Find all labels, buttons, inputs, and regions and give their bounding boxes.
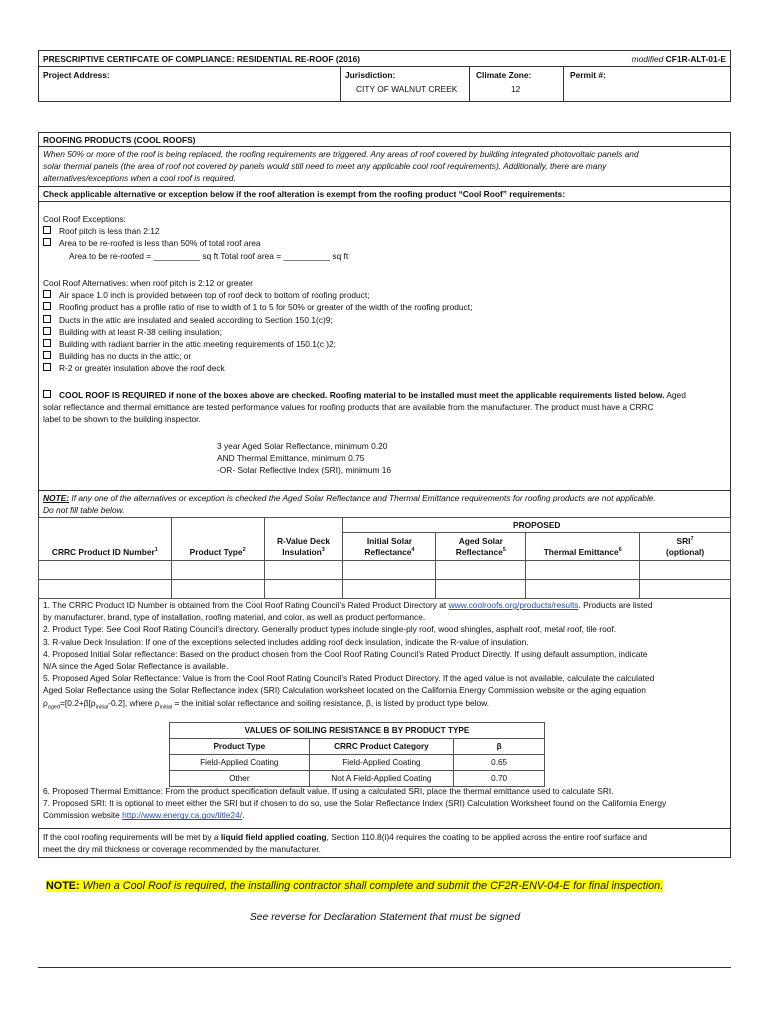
alternative-label: Building with radiant barrier in the attic meeting requirements of 150.1(c )2; [59, 338, 336, 349]
note-text: If any one of the alternatives or exception is checked the Aged Solar Reflectance and Thermal Emittance requirements for roofing products are not applicable. [69, 493, 656, 503]
table-row [39, 580, 731, 599]
table-cell: Field-Applied Coating [309, 755, 454, 771]
min-values-divider [38, 490, 731, 491]
cool-roof-required-rest: Aged [664, 390, 686, 400]
header-r-value: R-Value Deck Insulation$^3$ [264, 533, 343, 561]
form-code-value: CF1R-ALT-01-E [665, 54, 726, 64]
exception-item[interactable] [43, 225, 723, 237]
header-sri: SRI$^7$ (optional) [640, 533, 731, 561]
note-label: NOTE: [43, 493, 70, 503]
alternative-item[interactable] [43, 301, 723, 313]
table-cell-input[interactable] [526, 561, 640, 580]
header-initial-reflectance: Initial Solar Reflectance$^4$ [343, 533, 436, 561]
coolroofs-link[interactable]: www.coolroofs.org/products/results [448, 600, 579, 610]
intro-line-3: alternatives/exceptions when a cool roof is required. [43, 173, 236, 184]
footnote-7-line-2: Commission website http://www.energy.ca.gov/title24/. [43, 810, 245, 821]
header-divider [38, 66, 731, 67]
footnote-3: 3. R-value Deck Insulation: If one of the exceptions selected includes adding roof deck insulation, indicate the R-value of insulation. [43, 636, 529, 647]
exception-item[interactable] [43, 237, 723, 249]
table-cell-input[interactable] [171, 580, 264, 599]
alternative-label: R-2 or greater insulation above the roof deck [59, 363, 225, 374]
header-col-divider-2 [469, 66, 470, 102]
exception-label: Area to be re-roofed is less than 50% of total roof area [59, 238, 261, 249]
table-cell: 0.65 [454, 755, 545, 771]
min-thermal-emittance: AND Thermal Emittance, minimum 0.75 [217, 453, 365, 464]
alternative-item[interactable] [43, 350, 723, 362]
permit-label: Permit #: [570, 70, 606, 80]
checkbox-icon[interactable] [43, 290, 51, 298]
roofing-intro [43, 148, 729, 185]
alternative-item[interactable] [43, 362, 723, 374]
alternatives-title: Cool Roof Alternatives: when roof pitch is 2:12 or greater [43, 278, 253, 288]
table-cell: Not A Field-Applied Coating [309, 771, 454, 787]
table-cell: 0.70 [454, 771, 545, 787]
exceptions-title: Cool Roof Exceptions: [43, 214, 126, 224]
exceptions-block [43, 213, 723, 262]
bottom-rule [38, 967, 731, 968]
table-cell-input[interactable] [343, 561, 436, 580]
table-cell-input[interactable] [343, 580, 436, 599]
energy-ca-gov-link[interactable]: http://www.energy.ca.gov/title24/ [122, 810, 243, 821]
checkbox-icon[interactable] [43, 315, 51, 323]
checkbox-icon[interactable] [43, 238, 51, 246]
checkbox-icon[interactable] [43, 363, 51, 371]
soiling-header-product-type: Product Type [170, 739, 310, 755]
header-thermal-emittance: Thermal Emittance$^6$ [526, 533, 640, 561]
final-note-text: When a Cool Roof is required, the installing contractor shall complete and submit the CF2R-ENV-04-E for final inspection. [79, 880, 664, 892]
roofing-section-title: ROOFING PRODUCTS (COOL ROOFS) [43, 135, 196, 145]
alternative-item[interactable] [43, 289, 723, 301]
minimum-values [217, 440, 391, 477]
table-cell-input[interactable] [39, 561, 172, 580]
aging-equation: $\rho_{aged}=[0.2+\beta[\rho_{initial}-0.2]$, where $\rho_{initial}$ = the initial solar reflectance and soiling resistance, β, is listed by product type below. [43, 697, 490, 711]
note-text-2: Do not fill table below. [43, 505, 125, 516]
checkbox-icon[interactable] [43, 226, 51, 234]
alternative-item[interactable] [43, 326, 723, 338]
jurisdiction-value: CITY OF WALNUT CREEK [356, 84, 458, 94]
table-cell: Field-Applied Coating [170, 755, 310, 771]
checkbox-icon[interactable] [43, 390, 51, 398]
footnotes-continued [43, 785, 729, 822]
intro-line-1: When 50% or more of the roof is being replaced, the roofing requirements are triggered. Any areas of roof covered by building integrated photovoltaic panels and [43, 149, 639, 159]
alternative-label: Building has no ducts in the attic; or [59, 351, 192, 362]
alternatives-block [43, 277, 723, 375]
header-product-type: Product Type$^2$ [171, 533, 264, 561]
alternative-label: Air space 1.0 inch is provided between top of roof deck to bottom of roofing product; [59, 290, 370, 301]
intro-line-2: solar thermal panels (the area of roof not covered by panels would still need to meet any applicable cool roof requirements). Additionally, there are many [43, 161, 607, 172]
form-title: PRESCRIPTIVE CERTIFCATE OF COMPLIANCE: RESIDENTIAL RE-ROOF (2016) [43, 54, 361, 64]
header-crrc-id: CRRC Product ID Number$^1$ [39, 533, 172, 561]
checkbox-icon[interactable] [43, 302, 51, 310]
header-aged-reflectance: Aged Solar Reflectance$^5$ [436, 533, 526, 561]
cool-roof-required-item[interactable] [43, 389, 729, 401]
final-note [46, 879, 663, 895]
form-code [632, 53, 726, 65]
footnote-7: 7. Proposed SRI: It is optional to meet either the SRI but if chosen to do so, use the Solar Reflectance Index (SRI) Calculation Worksheet found on the California Energy [43, 798, 667, 809]
jurisdiction-label: Jurisdiction: [345, 70, 396, 80]
project-address-label: Project Address: [43, 70, 110, 80]
table-row [170, 755, 545, 771]
coating-note: If the cool roofing requirements will be met by a liquid field applied coating, Section 110.8(i)4 requires the coating to be applied across the entire roof surface and meet the dry mil thickness or coverage recommended by the manufacturer. [43, 832, 648, 855]
alternatives-divider [38, 201, 731, 202]
area-input-line[interactable]: Area to be re-roofed = __________ sq ft Total roof area = __________ sq ft [69, 250, 349, 261]
table-cell-input[interactable] [640, 561, 731, 580]
cool-roof-required-line-2: solar reflectance and thermal emittance are tested performance values for roofing products that are available from the manufacturer. The product must have a CRRC [43, 402, 654, 413]
soiling-resistance-table [169, 722, 545, 787]
min-sri: -OR- Solar Reflective Index (SRI), minimum 16 [217, 465, 392, 476]
footnotes [43, 599, 729, 712]
table-cell-input[interactable] [640, 580, 731, 599]
min-aged-reflectance: 3 year Aged Solar Reflectance, minimum 0.20 [217, 441, 388, 451]
form-code-prefix: modified [631, 54, 664, 64]
exception-label: Roof pitch is less than 2:12 [59, 226, 160, 237]
table-header-empty [171, 518, 264, 533]
final-note-label: NOTE: [46, 880, 80, 892]
coating-divider [38, 828, 731, 829]
footnote-6: 6. Proposed Thermal Emittance: From the product specification default value. If using a calculated SRI, place the thermal emittance used to calculate SRI. [43, 786, 614, 796]
cool-roof-required-label: COOL ROOF IS REQUIRED if none of the boxes above are checked. Roofing material to be installed must meet the applicable requirements listed below. [59, 390, 665, 400]
footnote-5: 5. Proposed Aged Solar Reflectance: Value is from the Cool Roof Rating Council’s Rated Product Directory. If the aged value is not available, calculate the calculated [43, 673, 655, 684]
alternative-label: Roofing product has a profile ratio of rise to width of 1 to 5 for 50% or greater of the width of the roofing product; [59, 302, 473, 313]
cool-roof-required-line-3: label to be shown to the building inspector. [43, 414, 201, 425]
table-row [39, 561, 731, 580]
product-table [38, 517, 731, 599]
alternative-label: Ducts in the attic are insulated and sealed according to Section 150.1(c)9; [59, 314, 333, 325]
soiling-header-category: CRRC Product Category [309, 739, 454, 755]
climate-zone-value: 12 [511, 84, 521, 94]
checkbox-icon[interactable] [43, 351, 51, 359]
footnote-1-line-2: by manufacturer, brand, type of installation, roofing material, and color, as well as product performance. [43, 612, 426, 623]
check-instruction: Check applicable alternative or exception below if the roof alteration is exempt from the roofing product “Cool Roof” requirements: [43, 189, 566, 199]
table-cell-input[interactable] [39, 580, 172, 599]
alternative-label: Building with at least R-38 ceiling insulation; [59, 326, 222, 337]
checkbox-icon[interactable] [43, 327, 51, 335]
proposed-header: PROPOSED [343, 518, 731, 533]
table-cell-input[interactable] [526, 580, 640, 599]
checkbox-icon[interactable] [43, 339, 51, 347]
soiling-header-beta: β [454, 739, 545, 755]
alternative-item[interactable] [43, 314, 723, 326]
alternatives-note [43, 492, 729, 516]
footnote-2: 2. Product Type: See Cool Roof Rating Council’s directory. Generally product types include single-ply roof, wood shingles, asphalt roof, metal roof, tile roof. [43, 624, 617, 635]
table-cell-input[interactable] [436, 561, 526, 580]
footnote-1: 1. The CRRC Product ID Number is obtained from the Cool Roof Rating Council’s Rated Product Directory at www.coolroofs.org/products/results. Products are listed [43, 600, 653, 610]
header-col-divider-1 [340, 66, 341, 102]
footnote-5-line-2: Aged Solar Reflectance using the Solar Reflectance index (SRI) Calculation worksheet located on the California Energy Commission website or the aging equation [43, 685, 646, 696]
table-header-empty [39, 518, 172, 533]
alternative-item[interactable] [43, 338, 723, 350]
table-cell-input[interactable] [264, 561, 343, 580]
check-instruction-divider [38, 186, 731, 187]
cool-roof-required-block [43, 389, 729, 426]
footnote-4-line-2: N/A since the Aged Solar Reflectance is available. [43, 660, 229, 671]
table-cell: Other [170, 771, 310, 787]
table-cell-input[interactable] [264, 580, 343, 599]
reverse-note: See reverse for Declaration Statement that must be signed [249, 912, 521, 923]
table-cell-input[interactable] [171, 561, 264, 580]
table-header-empty [264, 518, 343, 533]
header-col-divider-3 [563, 66, 564, 102]
soiling-table-title: VALUES OF SOILING RESISTANCE Β BY PRODUCT TYPE [170, 723, 545, 739]
footnote-4: 4. Proposed Initial Solar reflectance: Based on the product chosen from the Cool Roof Rating Council’s Rated Product Directly. If using default assumption, indicate [43, 648, 648, 659]
climate-zone-label: Climate Zone: [476, 70, 532, 80]
table-cell-input[interactable] [436, 580, 526, 599]
